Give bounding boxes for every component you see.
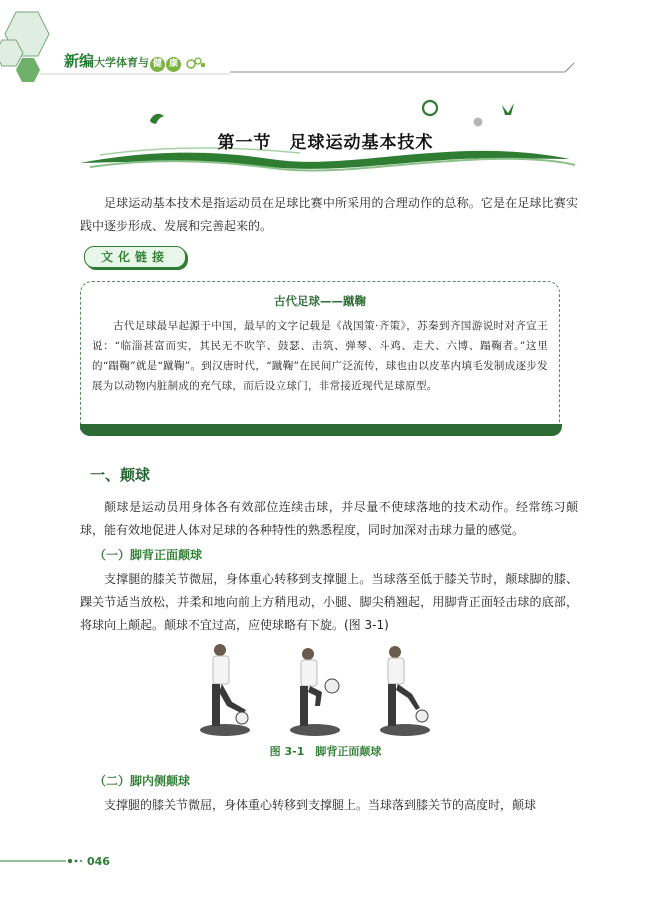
figure-caption: 图 3-1 脚背正面颠球 [269,745,382,758]
section-heading-juggling: 一、颠球 [90,466,151,484]
bird-icon-right [502,103,514,115]
series-title [64,50,206,72]
player-figure-1 [200,644,250,736]
badge-health-1: 健 [150,57,165,72]
page-number: 046 [87,855,110,868]
badge-health-2: 康 [166,57,181,72]
bubbles-icon [186,56,206,70]
series-title-part1: 新编 [64,52,95,70]
culture-title: 古代足球——蹴鞠 [274,294,366,308]
player-figure-3 [380,646,430,736]
subheading-instep-juggling: （一）脚背正面颠球 [94,548,203,562]
juggling-intro-paragraph: 颠球是运动员用身体各有效部位连续击球，并尽量不使球落地的技术动作。经常练习颠球，能有效地促进人体对足球的各种特性的熟悉程度，同时加深对击球力量的感觉。 [80,500,578,537]
player-figure-2 [290,648,340,736]
subheading-inside-foot-juggling: （二）脚内侧颠球 [94,774,191,788]
figure-instep-juggling [190,640,450,740]
culture-box-bottom-bar [80,424,562,436]
culture-link-tag: 文化链接 [84,246,186,268]
culture-text: 古代足球最早起源于中国，最早的文字记载是《战国策·齐策》，苏秦到齐国游说时对齐宣王说：“临淄甚富而实，其民无不吹竽、鼓瑟、击筑、弹琴、斗鸡、走犬、六博、蹋鞠者。”这里的“蹋鞠”就是“蹴鞠”。到汉唐时代，“蹴鞠”在民间广泛流传，球也由以皮革内填毛发制成逐步发展为以动物内脏制成的充气球，而后设立球门，非常接近现代足球原型。 [92,320,548,392]
section-title: 第一节 足球运动基本技术 [217,133,434,153]
footer-rule-decoration [0,855,90,867]
bird-icon-left [150,114,164,124]
circle-gray-icon [474,118,483,127]
circle-ring-icon [423,101,437,115]
series-title-part2: 大学体育与 [94,56,150,69]
inside-foot-juggling-paragraph: 支撑腿的膝关节微屈，身体重心转移到支撑腿上。当球落到膝关节的高度时，颠球 [104,798,537,812]
intro-paragraph: 足球运动基本技术是指运动员在足球比赛中所采用的合理动作的总称。它是在足球比赛实践中逐步形成、发展和完善起来的。 [80,196,578,233]
instep-juggling-paragraph: 支撑腿的膝关节微屈，身体重心转移到支撑腿上。当球落至低于膝关节时，颠球脚的膝、踝关节适当放松，并柔和地向前上方稍甩动，小腿、脚尖稍翘起，用脚背正面轻击球的底部，将球向上颠起。颠球不宜过高，应使球略有下旋。(图 3-1) [80,572,578,632]
